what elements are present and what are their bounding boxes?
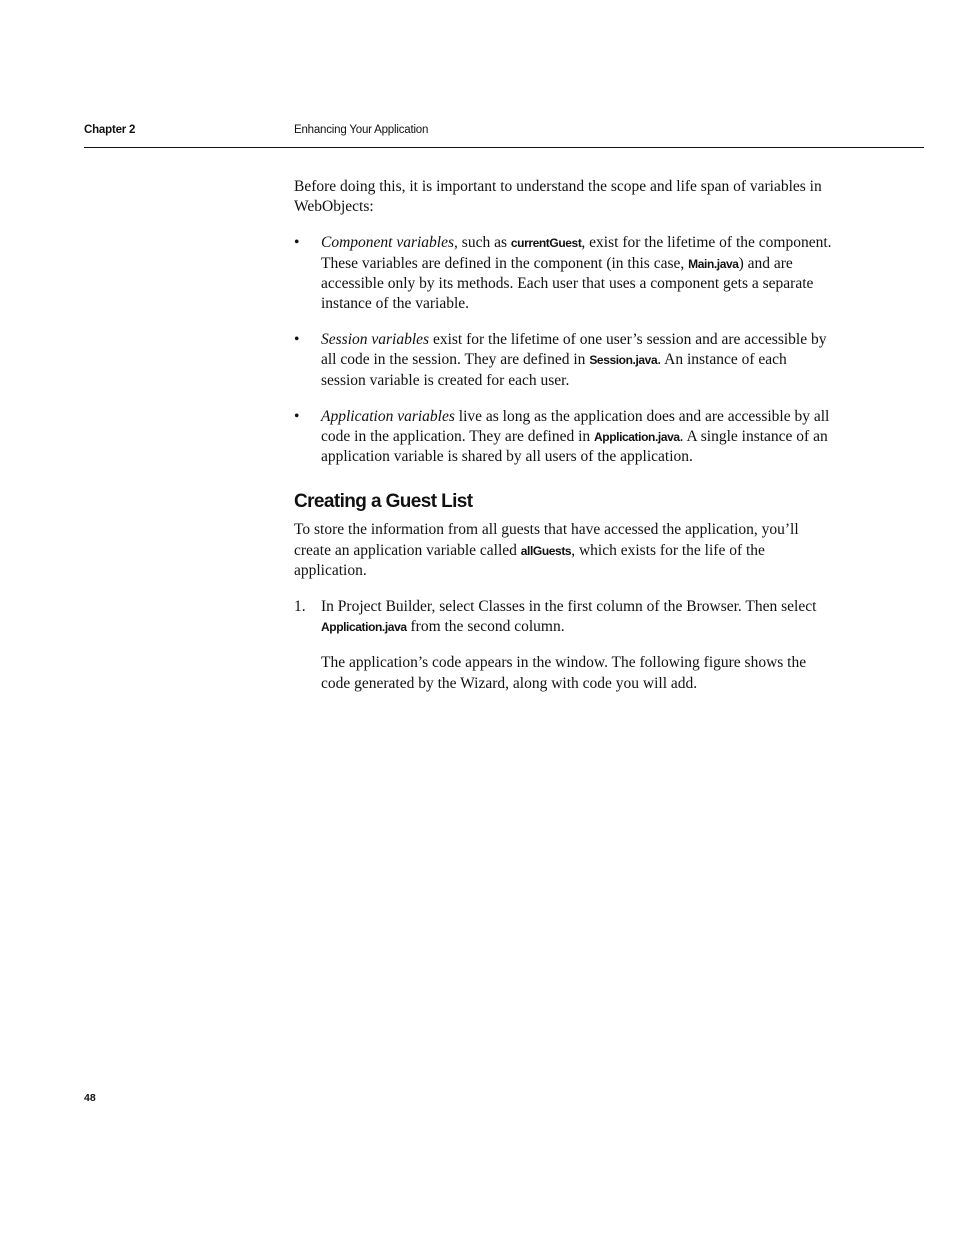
bullet-text: , such as xyxy=(454,234,511,252)
bullet-text: , exist for the lifetime of the component. These variables are defined in the component (in this case, xyxy=(321,234,832,272)
chapter-label: Chapter 2 xyxy=(84,124,136,136)
step-continuation-paragraph: The application’s code appears in the window. The following figure shows the code generated by the Wizard, along with code you will add. xyxy=(321,654,807,692)
section-heading: Creating a Guest List xyxy=(294,491,473,513)
code-term: currentGuest xyxy=(510,236,582,251)
header-rule xyxy=(84,147,924,148)
bullet-marker: • xyxy=(294,407,300,425)
step-item-1 xyxy=(294,597,834,637)
bullet-item-component-variables xyxy=(294,233,834,314)
bullet-term: Application variables xyxy=(321,407,455,425)
paragraph-text: To store the information from all guests that have accessed the application, you’ll create an application variable called xyxy=(294,521,799,559)
chapter-title: Enhancing Your Application xyxy=(294,124,429,136)
bullet-term: Component variables xyxy=(321,234,455,252)
step-number: 1. xyxy=(294,598,306,616)
bullet-text: exist for the lifetime of one user’s session and are accessible by all code in the session. They are defined in xyxy=(321,331,827,369)
bullet-text: ) and are accessible only by its methods. Each user that uses a component gets a separate instance of the variable. xyxy=(321,254,814,313)
code-term: Application.java xyxy=(594,430,680,445)
step-text: from the second column. xyxy=(406,618,565,636)
bullet-text: . An instance of each session variable is created for each user. xyxy=(321,351,787,389)
code-term: Application.java xyxy=(321,620,407,635)
bullet-text: live as long as the application does and are accessible by all code in the application. They are defined in xyxy=(321,407,830,446)
page-body xyxy=(294,177,834,710)
intro-paragraph: Before doing this, it is important to understand the scope and life span of variables in WebObjects: xyxy=(294,178,822,216)
bullet-term: Session variables xyxy=(321,331,430,349)
bullet-item-application-variables xyxy=(294,407,834,468)
code-term: allGuests xyxy=(520,543,572,558)
bullet-marker: • xyxy=(294,331,300,349)
code-term: Main.java xyxy=(688,256,739,271)
bullet-text: . A single instance of an application variable is shared by all users of the application. xyxy=(321,428,828,466)
paragraph-text: , which exists for the life of the application. xyxy=(294,541,765,579)
step-text: In Project Builder, select Classes in the first column of the Browser. Then select xyxy=(321,598,817,616)
bullet-item-session-variables xyxy=(294,330,834,391)
running-head xyxy=(84,124,924,144)
code-term: Session.java xyxy=(589,353,658,368)
section-paragraph xyxy=(294,520,834,581)
page-number: 48 xyxy=(84,1092,96,1104)
bullet-marker: • xyxy=(294,234,300,252)
